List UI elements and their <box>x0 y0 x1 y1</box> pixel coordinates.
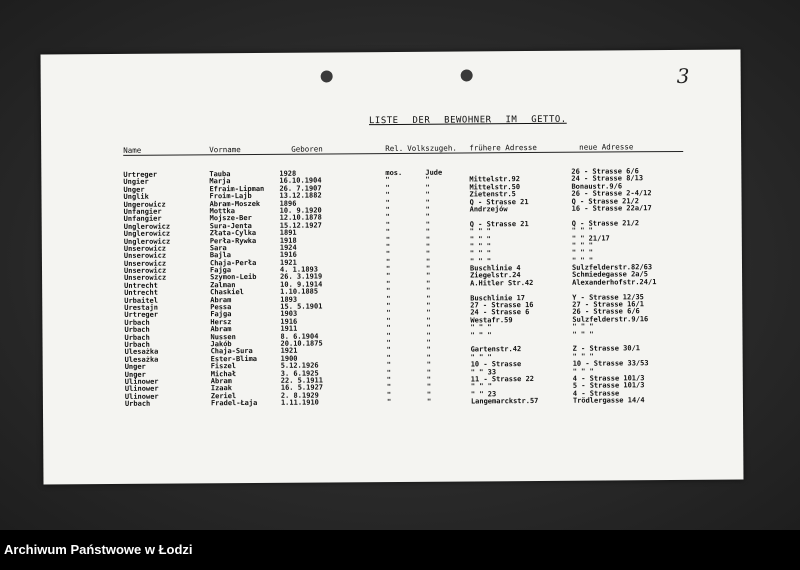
cell-nat: " <box>425 227 431 236</box>
cell-name: Unglik <box>123 192 149 202</box>
header-first: Vorname <box>209 145 241 155</box>
cell-name: Ungerowicz <box>123 200 166 209</box>
cell-born: 3. 6.1925 <box>280 369 319 378</box>
cell-nat: " <box>426 309 431 318</box>
cell-first: Froim-Lajb <box>209 192 252 201</box>
cell-born: 26. 3.1919 <box>280 272 323 282</box>
cell-born: 10. 9.1920 <box>279 206 322 215</box>
cell-name: Urtreger <box>123 170 158 179</box>
cell-first: Abram <box>210 295 232 304</box>
cell-rel: " <box>385 213 390 222</box>
archive-footer <box>0 530 800 570</box>
cell-rel: " <box>386 383 392 392</box>
cell-nat: " <box>425 257 431 266</box>
cell-rel: " <box>385 257 391 266</box>
cell-nat: " <box>425 213 430 222</box>
cell-rel: " <box>386 361 391 370</box>
cell-first: Izaak <box>210 384 232 393</box>
cell-born: 16. 5.1927 <box>280 383 324 393</box>
header-born: Geboren <box>291 144 323 154</box>
cell-new: Y - Strasse 12/35 <box>572 292 644 302</box>
cell-born: 15. 5.1901 <box>280 302 323 311</box>
cell-prev: Buschlinie 4 <box>469 264 521 273</box>
cell-first: Michał <box>210 369 237 378</box>
cell-nat: " <box>426 316 431 325</box>
cell-prev: " " 33 <box>470 367 497 376</box>
cell-rel: " <box>385 205 390 214</box>
cell-name: Ulesażka <box>124 348 159 357</box>
cell-name: Urbach <box>124 340 150 349</box>
cell-new: 27 - Strasse 16/1 <box>572 300 644 309</box>
cell-born: 26. 7.1907 <box>279 184 322 193</box>
cell-name: Unfangier <box>123 214 162 224</box>
cell-first: Fiszel <box>210 362 237 371</box>
cell-nat: " <box>426 338 431 347</box>
cell-prev: Langemarckstr.57 <box>470 397 539 406</box>
cell-prev: Mittelstr.92 <box>469 175 520 184</box>
cell-born: 1921 <box>280 347 298 356</box>
header-new: neue Adresse <box>579 142 634 152</box>
cell-new: Alexanderhofstr.24/1 <box>572 278 657 287</box>
cell-nat: " <box>426 294 431 303</box>
cell-born: 22. 5.1911 <box>280 376 323 385</box>
cell-nat: " <box>425 198 430 207</box>
cell-prev: " " " <box>470 382 492 391</box>
cell-new: 4 - Strasse 101/3 <box>572 374 645 383</box>
cell-new: 26 - Strasse 6/6 <box>572 307 640 317</box>
cell-nat: " <box>425 242 431 251</box>
cell-new: " " " <box>571 248 594 258</box>
cell-prev: Q - Strasse 21 <box>469 219 529 229</box>
cell-nat: " <box>426 331 431 340</box>
cell-prev: " " " <box>469 242 491 251</box>
cell-nat: " <box>426 353 431 362</box>
cell-name: Untrecht <box>124 288 158 298</box>
cell-rel: " <box>385 235 391 244</box>
cell-new: 24 - Strasse 8/13 <box>571 174 644 184</box>
cell-prev: " " " <box>469 227 491 236</box>
cell-first: Chaja-Perła <box>209 258 257 267</box>
cell-name: Urbaitel <box>124 296 158 305</box>
header-prev: frühere Adresse <box>469 142 537 153</box>
cell-born: 16.10.1904 <box>279 176 322 186</box>
cell-rel: " <box>385 242 391 251</box>
cell-new: 10 - Strasse 33/53 <box>572 359 649 368</box>
cell-rel: " <box>386 346 391 355</box>
cell-born: 8. 6.1904 <box>280 332 319 341</box>
cell-nat: " <box>426 346 431 355</box>
cell-rel: " <box>386 368 391 377</box>
cell-rel: " <box>386 375 392 384</box>
cell-first: Hersz <box>210 317 232 327</box>
cell-born: 1891 <box>279 228 297 237</box>
cell-prev: " " 23 <box>470 389 497 399</box>
cell-first: Bajla <box>209 251 232 260</box>
cell-new: Z - Strasse 30/1 <box>572 344 641 354</box>
cell-prev: " " " <box>469 234 491 243</box>
cell-first: Abram <box>210 325 232 334</box>
cell-prev: Ziegelstr.24 <box>470 271 521 280</box>
cell-nat: " <box>425 183 430 192</box>
cell-new: " " " <box>572 322 594 331</box>
cell-born: 1900 <box>280 354 298 363</box>
cell-rel: " <box>386 331 391 340</box>
cell-first: Zeriel <box>210 391 237 400</box>
cell-name: Untrecht <box>124 281 158 290</box>
cell-first: Fajga <box>209 266 232 275</box>
cell-rel: " <box>386 390 392 399</box>
cell-nat: " <box>425 205 430 214</box>
cell-prev: 27 - Strasse 16 <box>470 301 534 310</box>
cell-new: " " " <box>572 352 594 361</box>
cell-born: 4. 1.1893 <box>279 265 318 274</box>
cell-rel: mos. <box>385 168 403 178</box>
cell-born: 10. 9.1914 <box>280 280 323 289</box>
cell-rel: " <box>385 176 390 185</box>
cell-nat: " <box>425 235 431 244</box>
cell-name: Ulinower <box>124 392 159 401</box>
cell-new: Q - Strasse 21/2 <box>571 196 640 206</box>
cell-born: 5.12.1926 <box>280 361 319 370</box>
cell-first: Abram <box>210 377 232 386</box>
cell-new: Q - Strasse 21/2 <box>571 219 640 228</box>
cell-name: Ulinower <box>124 384 159 394</box>
cell-prev: Q - Strasse 21 <box>469 197 529 207</box>
header-nat: Volkszugeh. <box>407 143 457 153</box>
cell-first: Perła-Rywka <box>209 236 257 245</box>
cell-rel: " <box>386 272 391 281</box>
cell-name: Unger <box>123 185 145 194</box>
cell-first: Nussen <box>210 332 236 341</box>
cell-prev: " " " <box>470 330 492 340</box>
cell-name: Unglerowicz <box>123 237 171 246</box>
cell-prev: " " " <box>470 353 492 362</box>
cell-name: Urbach <box>124 399 151 408</box>
cell-name: Unserowicz <box>123 259 167 268</box>
cell-new: " " 21/17 <box>571 233 610 243</box>
cell-rel: " <box>386 302 391 311</box>
cell-first: Mottka <box>209 207 235 216</box>
cell-rel: " <box>386 338 391 348</box>
cell-nat: " <box>426 279 431 288</box>
cell-born: 12.10.1878 <box>279 213 322 223</box>
table-row <box>125 397 705 408</box>
cell-rel: " <box>385 265 391 274</box>
cell-born: 1924 <box>279 243 297 252</box>
cell-born: 1921 <box>279 258 297 267</box>
cell-new: " " " <box>572 330 594 339</box>
cell-first: Fajga <box>210 310 232 319</box>
cell-first: Fradel-Łaja <box>210 399 258 408</box>
cell-new: Trödlergasse 14/4 <box>572 396 645 405</box>
cell-first: Złata-Cylka <box>209 229 257 238</box>
cell-rel: " <box>386 398 392 407</box>
document-page <box>41 50 744 485</box>
cell-nat: " <box>426 368 431 377</box>
cell-name: Urestajn <box>124 303 159 312</box>
cell-born: 1.10.1885 <box>280 287 319 297</box>
cell-nat: " <box>425 220 430 229</box>
cell-born: 13.12.1882 <box>279 191 322 200</box>
cell-prev: Andrzejów <box>469 205 508 214</box>
cell-prev: Zietenstr.5 <box>469 190 516 199</box>
cell-born: 20.10.1875 <box>280 339 323 348</box>
cell-born: 1928 <box>279 169 297 178</box>
table-header <box>123 142 683 156</box>
cell-rel: " <box>385 220 390 229</box>
cell-nat: " <box>426 390 432 399</box>
cell-name: Unglerowicz <box>123 222 171 231</box>
cell-new: " " " <box>571 256 594 265</box>
cell-first: Zalman <box>210 280 236 290</box>
cell-name: Urtreger <box>124 311 159 320</box>
cell-new: 26 - Strasse 2-4/12 <box>571 189 652 198</box>
cell-rel: " <box>385 191 390 200</box>
cell-nat: Jude <box>425 168 443 177</box>
cell-nat: " <box>426 286 431 296</box>
cell-rel: " <box>386 279 391 288</box>
cell-name: Ungier <box>123 178 149 187</box>
cell-born: 2. 8.1929 <box>280 391 319 400</box>
cell-first: Sara <box>209 244 227 253</box>
cell-new: " " " <box>571 241 593 250</box>
cell-name: Unfangier <box>123 207 162 216</box>
document-title: LISTE DER BEWOHNER IM GETTO. <box>368 114 567 127</box>
cell-new: Sulzfelderstr.82/63 <box>571 263 653 272</box>
cell-first: Tauba <box>209 170 231 179</box>
cell-first: Ester-Blima <box>210 354 258 364</box>
folio-number: 3 <box>676 63 690 89</box>
cell-born: 1896 <box>279 199 297 208</box>
cell-prev: " " " <box>470 323 492 332</box>
cell-rel: " <box>386 324 391 333</box>
cell-nat: " <box>426 375 432 384</box>
cell-new: Schmiedegasse 2a/5 <box>572 270 648 280</box>
cell-rel: " <box>386 294 391 303</box>
cell-prev: Gartenstr.42 <box>470 345 522 354</box>
cell-nat: " <box>426 323 431 332</box>
cell-new: Bonaustr.9/6 <box>571 182 623 191</box>
cell-new: 16 - Strasse 22a/17 <box>571 204 652 213</box>
resident-list <box>123 168 705 409</box>
cell-nat: " <box>426 272 431 281</box>
cell-prev: Buschlinie 17 <box>470 293 526 303</box>
cell-nat: " <box>425 250 431 259</box>
cell-nat: " <box>426 301 431 310</box>
cell-rel: " <box>385 198 390 207</box>
cell-name: Urbach <box>124 318 150 327</box>
cell-nat: " <box>426 383 432 392</box>
cell-nat: " <box>425 190 430 199</box>
cell-prev: 24 - Strasse 6 <box>470 308 530 317</box>
cell-name: Unserowicz <box>123 251 167 261</box>
cell-born: 1916 <box>280 317 298 326</box>
cell-born: 1.11.1910 <box>280 398 319 407</box>
cell-born: 15.12.1927 <box>279 221 322 230</box>
header-rel: Rel. <box>385 143 404 154</box>
cell-new: 4 - Strasse <box>572 389 620 398</box>
cell-born: 1893 <box>280 295 298 304</box>
cell-name: Unglerowicz <box>123 229 171 238</box>
archive-label: Archiwum Państwowe w Łodzi <box>4 542 193 557</box>
cell-new: Sulzfelderstr.9/16 <box>572 315 649 324</box>
cell-born: 1911 <box>280 324 298 333</box>
cell-first: Jakób <box>210 340 232 349</box>
cell-nat: " <box>425 264 431 273</box>
cell-rel: " <box>386 309 391 318</box>
cell-rel: " <box>386 287 391 296</box>
cell-name: Unger <box>124 362 146 372</box>
cell-new: " " " <box>572 367 594 376</box>
cell-first: Pessa <box>210 303 232 312</box>
cell-rel: " <box>386 316 391 325</box>
cell-name: Ulesażka <box>124 355 159 364</box>
cell-prev: 10 - Strasse <box>470 360 522 369</box>
cell-name: Ulinower <box>124 377 159 386</box>
header-name: Name <box>123 145 142 155</box>
cell-born: 1918 <box>279 236 297 245</box>
cell-first: Abram-Moszek <box>209 199 261 208</box>
cell-name: Unserowicz <box>123 244 167 253</box>
cell-rel: " <box>385 228 391 237</box>
cell-first: Chaskiel <box>210 288 244 297</box>
cell-prev: A.Hitler Str.42 <box>470 278 534 288</box>
cell-name: Unserowicz <box>123 266 167 275</box>
cell-prev: Mittelstr.50 <box>469 182 521 192</box>
cell-born: 1916 <box>279 250 297 260</box>
cell-name: Unserowicz <box>124 274 167 283</box>
cell-new: 26 - Strasse 6/6 <box>571 167 639 176</box>
cell-first: Sura-Jenta <box>209 221 252 231</box>
cell-nat: " <box>425 176 430 185</box>
cell-name: Unger <box>124 370 146 379</box>
cell-name: Urbach <box>124 325 150 335</box>
cell-prev: " " " <box>469 256 492 266</box>
cell-first: Szymon-Leib <box>210 273 257 282</box>
cell-rel: " <box>385 250 391 259</box>
cell-new: 5 - Strasse 101/3 <box>572 381 645 391</box>
cell-first: Chaja-Sura <box>210 347 253 356</box>
cell-first: Efraim-Lipman <box>209 184 265 194</box>
cell-first: Marja <box>209 177 231 186</box>
cell-rel: " <box>385 183 390 192</box>
cell-nat: " <box>426 360 431 369</box>
cell-name: Urbach <box>124 333 150 342</box>
cell-prev: 11 - Strasse 22 <box>470 374 535 384</box>
cell-prev: Westafr.59 <box>470 315 513 325</box>
punch-hole-right <box>461 69 473 81</box>
cell-rel: " <box>386 353 391 362</box>
cell-prev: " " " <box>469 249 492 258</box>
cell-born: 1903 <box>280 310 298 319</box>
cell-first: Mojsze-Ber <box>209 214 252 223</box>
cell-nat: " <box>426 397 432 406</box>
punch-hole-left <box>321 70 333 82</box>
cell-new: " " " <box>571 226 593 235</box>
